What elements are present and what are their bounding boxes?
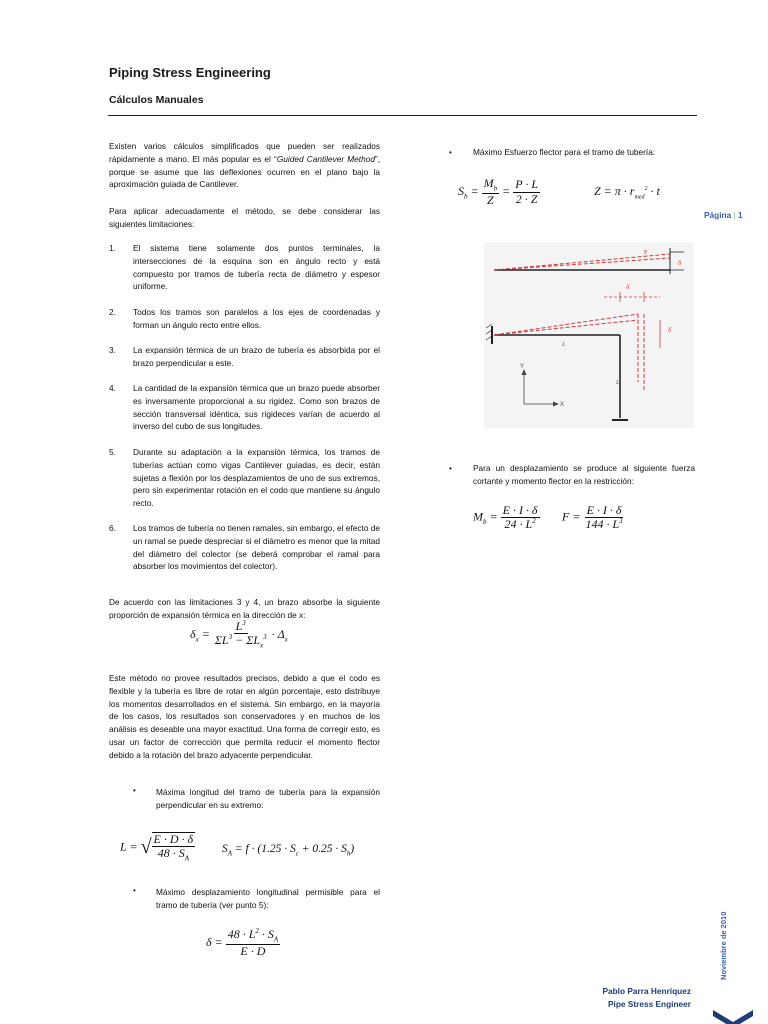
author-block: [602, 985, 691, 1010]
bullet-dot: •: [133, 786, 136, 795]
author-role: Pipe Stress Engineer: [607, 998, 691, 1009]
logo-chevron-icon: [713, 1010, 753, 1024]
list-item-number: 5.: [109, 447, 116, 457]
intro-paragraph: Existen varios cálculos simplificados que pueden ser realizados rápidamente a mano. El más popular es el “Guided Cantilever Method”, porque se asume que las deflexiones ocurren en el plano bajo la aproximación guiada de Cantilever.: [109, 141, 381, 190]
equation-max-displacement: δ = $\frac{48 \cdot L^2 \cdot S_A}{E \cdot D}$: [206, 927, 279, 959]
bullet-dot: •: [449, 148, 452, 157]
limitations-intro: Para aplicar adecuadamente el método, se debe considerar las siguientes limitaciones:: [109, 206, 380, 229]
bullet-shear-moment: Para un desplazamiento se produce al siguiente fuerza cortante y momento flector en la restricción:: [473, 463, 695, 486]
header-divider: [108, 115, 697, 116]
page-number: Página | 1: [704, 210, 743, 220]
list-item-number: 3.: [109, 345, 116, 355]
equation-allowable-stress: $S_A = f \cdot (1.25 \cdot S_c + 0.25 \cdot S_h)$: [222, 843, 355, 858]
equation-moment: $M_b$ = $\frac{E \cdot I \cdot \delta}{24 \cdot L^2}$: [473, 503, 538, 532]
document-subtitle: Cálculos Manuales: [109, 94, 204, 106]
svg-text:X: X: [560, 402, 565, 408]
proportion-paragraph: De acuerdo con las limitaciones 3 y 4, un brazo absorbe la siguiente proporción de expansión térmica en la dirección de x:: [109, 597, 380, 620]
list-item-text: Los tramos de tubería no tienen ramales, sin embargo, el efecto de un ramal se puede despreciar si el diámetro es menor que la mitad del diámetro del colector (se deberá comprobar el ramal para absorber los movimientos del colector).: [133, 523, 380, 572]
equation-delta-x: $\delta_x$ = $\frac{L^3}{\Sigma L^3 - \Sigma L_x^3}$ · $\Delta_x$: [190, 619, 288, 650]
list-item-text: Durante su adaptación a la expansión térmica, los tramos de tuberías actúan como vigas Cantilever guiadas, es decir, están sujetas a flexión por los desplazamientos de uno de sus extremos, pero sin experimentar rotación en el codo que mantiene su ángulo recto.: [133, 447, 380, 509]
svg-text:δ: δ: [678, 259, 682, 267]
bullet-max-length: Máxima longitud del tramo de tubería para la expansión perpendicular en su extremo:: [156, 787, 380, 810]
bullet-dot: •: [133, 886, 136, 895]
date-vertical-label: Noviembre de 2010: [719, 911, 728, 980]
method-paragraph: Este método no provee resultados precisos, debido a que el codo es flexible y la tubería es libre de rotar en algún porcentaje, esto distribuye los momentos desarrollados en el sistema. Sin embargo, en la mayoría de los casos, los resultados son conservadores y en muchos de los análisis es deseable una mayor exactitud. Una forma de corregir esto, es usar un factor de corrección que permita reducir el momento flector debido a la rotación del brazo adyacente perpendicular.: [109, 673, 380, 760]
document-title: Piping Stress Engineering: [109, 65, 271, 80]
svg-text:Y: Y: [520, 364, 525, 370]
equation-max-length: L = √ $\frac{E \cdot D \cdot \delta}{48 \cdot S_A}$: [120, 832, 194, 863]
list-item-number: 2.: [109, 307, 116, 317]
list-item-text: Todos los tramos son paralelos a los ejes de coordenadas y forman un ángulo recto entre ellos.: [133, 307, 380, 330]
list-item-text: La cantidad de la expansión térmica que un brazo puede absorber es inversamente proporcional a su rigidez. Como son brazos de sección transversal idéntica, sus rigideces varían de acuerdo al inverso del cubo de sus longitudes.: [133, 383, 380, 432]
bullet-max-bending-stress: Máximo Esfuerzo flector para el tramo de tubería:: [473, 147, 656, 157]
bullet-max-displacement: Máximo desplazamiento longitudinal permisible para el tramo de tubería (ver punto 5):: [156, 887, 380, 910]
list-item-number: 6.: [109, 523, 116, 533]
equation-force: F = $\frac{E \cdot I \cdot \delta}{144 \cdot L^3}$: [562, 503, 623, 532]
cantilever-diagram: [484, 242, 694, 428]
svg-text:P: P: [644, 250, 648, 256]
bullet-dot: •: [449, 464, 452, 473]
svg-text:L: L: [562, 342, 566, 348]
list-item-text: El sistema tiene solamente dos puntos terminales, la intersecciones de la esquina son en ángulo recto y está compuesto por tramos de tubería recta de diámetro y espesor uniforme.: [133, 243, 380, 292]
equation-bending-stress: $S_b$ = $\frac{M_b}{Z}$ = $\frac{P \cdot L}{2 \cdot Z}$: [458, 176, 539, 208]
equation-section-modulus: $Z = \pi \cdot r_{med}^2 \cdot t$: [594, 184, 660, 201]
list-item-text: La expansión térmica de un brazo de tubería es absorbida por el brazo perpendicular a este.: [133, 345, 380, 368]
svg-text:δ: δ: [626, 283, 630, 291]
author-name: Pablo Parra Henríquez: [602, 986, 691, 996]
svg-text:δ: δ: [668, 326, 672, 334]
list-item-number: 1.: [109, 243, 116, 253]
svg-text:L: L: [616, 380, 620, 386]
list-item-number: 4.: [109, 383, 116, 393]
